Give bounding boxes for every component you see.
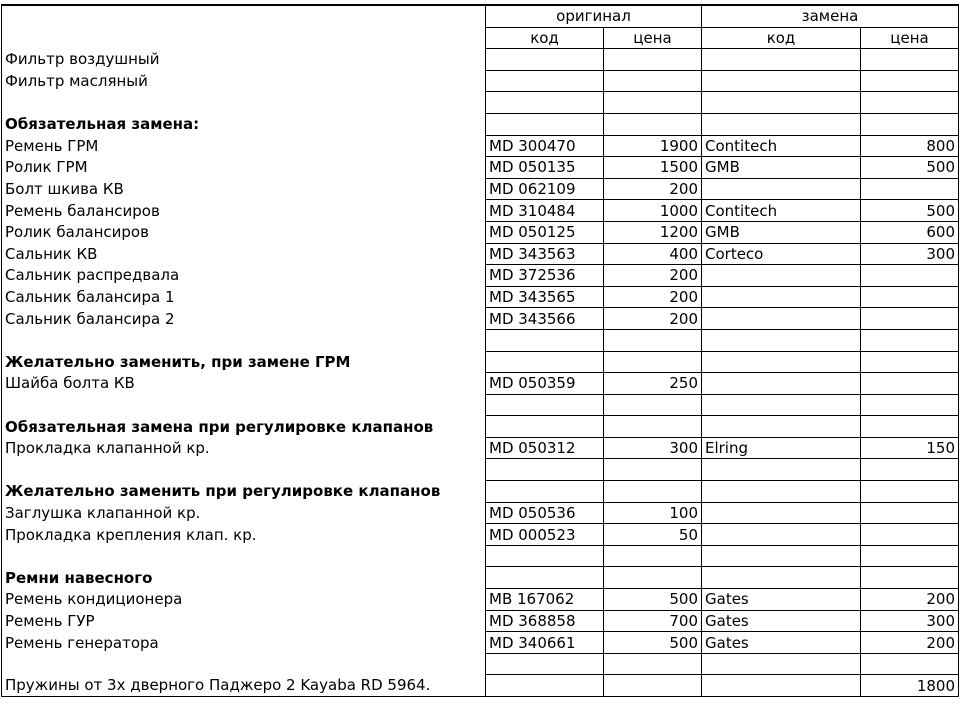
replacement-code-header[interactable]: код [702,27,861,49]
table-row [2,70,959,92]
replacement-code-cell[interactable]: Gates [702,589,861,611]
replacement-code-cell[interactable] [702,70,861,92]
original-price-cell[interactable]: 200 [604,265,702,287]
original-price-cell[interactable]: 500 [604,632,702,654]
part-name-cell[interactable] [2,653,486,675]
original-code-cell[interactable] [486,351,604,373]
original-price-cell[interactable]: 700 [604,610,702,632]
replacement-code-cell[interactable] [702,459,861,481]
replacement-price-cell[interactable]: 150 [861,437,959,459]
part-name-cell[interactable] [2,459,486,481]
original-price-cell[interactable] [604,394,702,416]
section-header-row [2,481,959,503]
original-code-cell[interactable] [486,49,604,71]
table-row [2,308,959,330]
original-code-cell[interactable]: MD 050536 [486,502,604,524]
replacement-code-cell[interactable] [702,653,861,675]
replacement-price-cell[interactable] [861,351,959,373]
replacement-price-cell[interactable] [861,373,959,395]
part-name-cell[interactable]: Заглушка клапанной кр. [2,502,486,524]
part-name-cell[interactable]: Сальник КВ [2,243,486,265]
replacement-price-cell[interactable] [861,49,959,71]
original-code-cell[interactable] [486,567,604,589]
table-row [2,265,959,287]
replacement-price-cell[interactable]: 500 [861,200,959,222]
original-price-cell[interactable] [604,70,702,92]
part-name-cell[interactable]: Прокладка крепления клап. кр. [2,524,486,546]
header-row-groups [2,5,959,27]
original-code-cell[interactable]: MD 372536 [486,265,604,287]
original-code-cell[interactable]: MD 343565 [486,286,604,308]
original-code-header[interactable]: код [486,27,604,49]
original-price-cell[interactable] [604,653,702,675]
header-blank-cell[interactable] [2,5,486,27]
replacement-price-cell[interactable] [861,524,959,546]
replacement-code-cell[interactable] [702,113,861,135]
original-code-cell[interactable]: MD 368858 [486,610,604,632]
table-row [2,675,959,697]
original-price-cell[interactable] [604,49,702,71]
original-code-cell[interactable] [486,394,604,416]
part-name-cell[interactable]: Пружины от 3х дверного Паджеро 2 Kayaba RD 5964. [2,675,486,697]
replacement-code-cell[interactable] [702,351,861,373]
part-name-cell[interactable] [2,329,486,351]
original-code-cell[interactable] [486,675,604,697]
table-row [2,632,959,654]
replacement-price-cell[interactable] [861,481,959,503]
replacement-code-cell[interactable] [702,481,861,503]
replacement-price-cell[interactable]: 500 [861,157,959,179]
part-name-cell[interactable] [2,92,486,114]
table-row [2,502,959,524]
table-row [2,92,959,114]
original-code-cell[interactable]: MD 310484 [486,200,604,222]
replacement-code-cell[interactable] [702,373,861,395]
original-price-cell[interactable]: 50 [604,524,702,546]
original-group-header[interactable]: оригинал [486,5,702,27]
part-name-cell[interactable]: Обязательная замена при регулировке клапанов [2,416,486,438]
part-name-cell[interactable]: Ремни навесного [2,567,486,589]
replacement-price-header[interactable]: цена [861,27,959,49]
replacement-code-cell[interactable] [702,416,861,438]
replacement-code-cell[interactable] [702,524,861,546]
table-row [2,394,959,416]
part-name-cell[interactable]: Сальник балансира 2 [2,308,486,330]
original-code-cell[interactable]: MB 167062 [486,589,604,611]
replacement-code-cell[interactable] [702,502,861,524]
original-code-cell[interactable] [486,481,604,503]
replacement-code-cell[interactable] [702,286,861,308]
original-price-cell[interactable] [604,459,702,481]
original-code-cell[interactable] [486,70,604,92]
replacement-group-header[interactable]: замена [702,5,959,27]
table-row [2,286,959,308]
replacement-price-cell[interactable] [861,178,959,200]
original-price-cell[interactable] [604,329,702,351]
replacement-code-cell[interactable]: Gates [702,632,861,654]
part-name-cell[interactable]: Обязательная замена: [2,113,486,135]
original-price-cell[interactable]: 1200 [604,221,702,243]
part-name-cell[interactable]: Ремень генератора [2,632,486,654]
original-code-cell[interactable] [486,113,604,135]
part-name-cell[interactable]: Ремень ГРМ [2,135,486,157]
replacement-code-cell[interactable] [702,567,861,589]
replacement-code-cell[interactable]: Contitech [702,135,861,157]
table-row [2,610,959,632]
replacement-price-cell[interactable] [861,653,959,675]
replacement-price-cell[interactable] [861,567,959,589]
table-row [2,178,959,200]
replacement-code-cell[interactable] [702,329,861,351]
original-price-cell[interactable]: 300 [604,437,702,459]
part-name-cell[interactable]: Шайба болта КВ [2,373,486,395]
table-row [2,200,959,222]
replacement-price-cell[interactable] [861,113,959,135]
part-name-cell[interactable] [2,545,486,567]
section-header-row [2,351,959,373]
part-name-cell[interactable]: Фильтр масляный [2,70,486,92]
original-code-cell[interactable]: MD 050125 [486,221,604,243]
original-price-cell[interactable]: 200 [604,286,702,308]
original-price-cell[interactable]: 1000 [604,200,702,222]
header-blank-cell[interactable] [2,27,486,49]
replacement-code-cell[interactable] [702,49,861,71]
original-code-cell[interactable]: MD 300470 [486,135,604,157]
part-name-cell[interactable]: Ремень балансиров [2,200,486,222]
replacement-price-cell[interactable]: 300 [861,610,959,632]
original-code-cell[interactable]: MD 343563 [486,243,604,265]
original-price-cell[interactable] [604,351,702,373]
table-row [2,653,959,675]
original-price-cell[interactable]: 100 [604,502,702,524]
part-name-cell[interactable]: Сальник балансира 1 [2,286,486,308]
original-price-cell[interactable] [604,567,702,589]
original-price-cell[interactable] [604,675,702,697]
replacement-code-cell[interactable] [702,265,861,287]
replacement-price-cell[interactable] [861,308,959,330]
table-row [2,524,959,546]
part-name-cell[interactable]: Желательно заменить, при замене ГРМ [2,351,486,373]
replacement-price-cell[interactable]: 1800 [861,675,959,697]
original-code-cell[interactable]: MD 343566 [486,308,604,330]
part-name-cell[interactable]: Болт шкива КВ [2,178,486,200]
replacement-code-cell[interactable]: Contitech [702,200,861,222]
replacement-price-cell[interactable] [861,416,959,438]
replacement-price-cell[interactable] [861,545,959,567]
table-row [2,49,959,71]
original-code-cell[interactable]: MD 340661 [486,632,604,654]
original-price-cell[interactable]: 200 [604,178,702,200]
original-price-cell[interactable]: 1900 [604,135,702,157]
original-code-cell[interactable]: MD 050359 [486,373,604,395]
part-name-cell[interactable] [2,394,486,416]
table-row [2,221,959,243]
table-row [2,589,959,611]
replacement-code-cell[interactable] [702,545,861,567]
replacement-price-cell[interactable] [861,329,959,351]
replacement-price-cell[interactable]: 200 [861,589,959,611]
part-name-cell[interactable]: Фильтр воздушный [2,49,486,71]
table-row [2,157,959,179]
original-code-cell[interactable] [486,459,604,481]
replacement-code-cell[interactable] [702,675,861,697]
replacement-code-cell[interactable] [702,308,861,330]
part-name-cell[interactable]: Желательно заменить при регулировке клапанов [2,481,486,503]
part-name-cell[interactable]: Сальник распредвала [2,265,486,287]
original-price-cell[interactable]: 400 [604,243,702,265]
original-price-cell[interactable]: 200 [604,308,702,330]
original-code-cell[interactable] [486,653,604,675]
table-row [2,243,959,265]
original-price-cell[interactable]: 250 [604,373,702,395]
part-name-cell[interactable]: Ремень ГУР [2,610,486,632]
replacement-code-cell[interactable] [702,394,861,416]
table-row [2,135,959,157]
original-code-cell[interactable] [486,416,604,438]
replacement-price-cell[interactable]: 600 [861,221,959,243]
part-name-cell[interactable]: Прокладка клапанной кр. [2,437,486,459]
original-price-cell[interactable] [604,113,702,135]
replacement-code-cell[interactable]: GMB [702,221,861,243]
replacement-price-cell[interactable]: 300 [861,243,959,265]
replacement-price-cell[interactable]: 800 [861,135,959,157]
replacement-price-cell[interactable] [861,70,959,92]
table-row [2,437,959,459]
replacement-price-cell[interactable] [861,265,959,287]
table-row [2,329,959,351]
replacement-price-cell[interactable] [861,92,959,114]
original-price-cell[interactable]: 1500 [604,157,702,179]
original-code-cell[interactable] [486,92,604,114]
original-price-cell[interactable] [604,481,702,503]
original-code-cell[interactable]: MD 000523 [486,524,604,546]
header-row-columns [2,27,959,49]
original-price-cell[interactable] [604,416,702,438]
replacement-price-cell[interactable] [861,394,959,416]
part-name-cell[interactable]: Ролик балансиров [2,221,486,243]
section-header-row [2,416,959,438]
replacement-code-cell[interactable]: Elring [702,437,861,459]
table-row [2,373,959,395]
original-price-cell[interactable]: 500 [604,589,702,611]
original-code-cell[interactable] [486,545,604,567]
replacement-code-cell[interactable]: GMB [702,157,861,179]
replacement-price-cell[interactable] [861,286,959,308]
original-price-cell[interactable] [604,92,702,114]
replacement-code-cell[interactable]: Corteco [702,243,861,265]
table-row [2,459,959,481]
table-row [2,545,959,567]
section-header-row [2,567,959,589]
replacement-code-cell[interactable] [702,178,861,200]
original-code-cell[interactable]: MD 062109 [486,178,604,200]
replacement-code-cell[interactable]: Gates [702,610,861,632]
original-price-cell[interactable] [604,545,702,567]
replacement-price-cell[interactable]: 200 [861,632,959,654]
part-name-cell[interactable]: Ролик ГРМ [2,157,486,179]
original-code-cell[interactable]: MD 050312 [486,437,604,459]
replacement-price-cell[interactable] [861,502,959,524]
original-code-cell[interactable]: MD 050135 [486,157,604,179]
original-price-header[interactable]: цена [604,27,702,49]
replacement-price-cell[interactable] [861,459,959,481]
section-header-row [2,113,959,135]
parts-price-table [1,4,959,697]
original-code-cell[interactable] [486,329,604,351]
replacement-code-cell[interactable] [702,92,861,114]
part-name-cell[interactable]: Ремень кондиционера [2,589,486,611]
